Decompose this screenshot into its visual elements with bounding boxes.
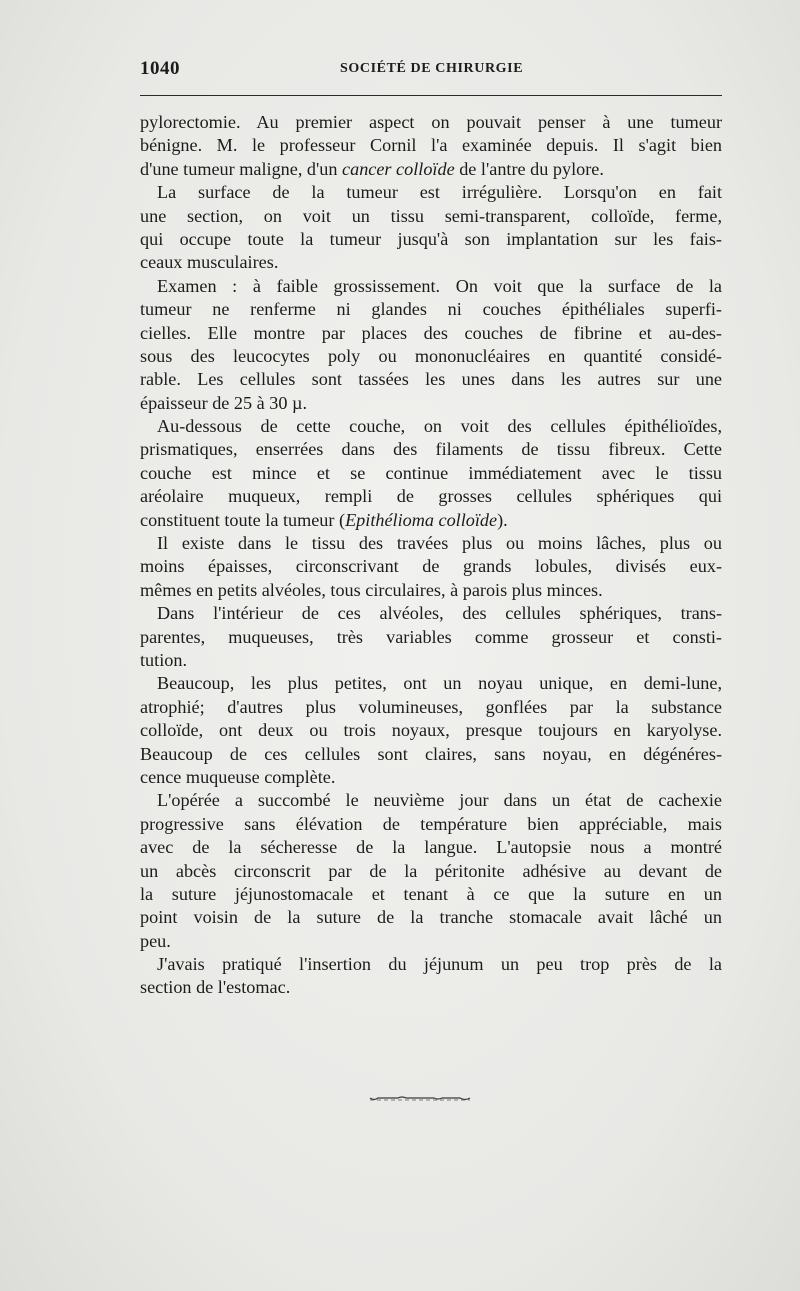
text-run: tution. <box>140 649 187 670</box>
text-line <box>140 953 722 976</box>
text-line <box>140 368 722 391</box>
text-run: épaisseur de 25 à 30 µ. <box>140 392 308 413</box>
text-run: Dans l'intérieur de ces alvéoles, des cellules sphériques, trans- <box>157 603 722 624</box>
text-line <box>140 766 722 789</box>
text-line <box>140 322 722 345</box>
text-line <box>140 836 722 859</box>
text-line <box>140 415 722 438</box>
text-run: pylorectomie. Au premier aspect on pouvait penser à une tumeur <box>140 112 722 132</box>
text-run: atrophié; d'autres plus volumineuses, gonflées par la substance <box>140 696 722 717</box>
text-line <box>140 649 722 672</box>
text-line <box>140 813 722 836</box>
text-run: La surface de la tumeur est irrégulière. Lorsqu'on en fait <box>157 182 722 203</box>
text-run: mêmes en petits alvéoles, tous circulaires, à parois plus minces. <box>140 579 603 600</box>
text-line <box>140 158 722 181</box>
text-run: rable. Les cellules sont tassées les unes dans les autres sur une <box>140 369 722 390</box>
text-line <box>140 111 722 134</box>
text-line <box>140 345 722 368</box>
text-run: une section, on voit un tissu semi-transparent, colloïde, ferme, <box>140 205 722 226</box>
text-run: Au-dessous de cette couche, on voit des cellules épithélioïdes, <box>157 416 722 437</box>
text-line <box>140 181 722 204</box>
text-run: moins épaisses, circonscrivant de grands lobules, divisés eux- <box>140 556 722 577</box>
running-header <box>140 58 722 84</box>
end-ornament-icon <box>368 1094 472 1102</box>
text-run: tumeur ne renferme ni glandes ni couches épithéliales superfi- <box>140 299 722 320</box>
text-run: parentes, muqueuses, très variables comme grosseur et consti- <box>140 626 722 647</box>
body-text <box>140 111 722 1000</box>
text-line <box>140 906 722 929</box>
text-line <box>140 579 722 602</box>
header-rule <box>140 95 722 96</box>
text-run: bénigne. M. le professeur Cornil l'a examinée depuis. Il s'agit bien <box>140 135 722 156</box>
page-number: 1040 <box>140 58 180 79</box>
running-title: SOCIÉTÉ DE CHIRURGIE <box>340 61 524 76</box>
text-run: J'avais pratiqué l'insertion du jéjunum un peu trop près de la <box>157 954 722 975</box>
text-run: Beaucoup de ces cellules sont claires, sans noyau, en dégénéres- <box>140 743 722 764</box>
text-line <box>140 205 722 228</box>
text-run: L'opérée a succombé le neuvième jour dans un état de cachexie <box>157 790 722 811</box>
text-line <box>140 719 722 742</box>
text-line <box>140 485 722 508</box>
text-run: progressive sans élévation de température bien appréciable, mais <box>140 813 722 834</box>
text-line <box>140 930 722 953</box>
text-line <box>140 860 722 883</box>
text-run: peu. <box>140 930 171 951</box>
text-line <box>140 438 722 461</box>
text-line <box>140 976 722 999</box>
text-line <box>140 743 722 766</box>
text-run: prismatiques, enserrées dans des filaments de tissu fibreux. Cette <box>140 439 722 460</box>
text-line <box>140 602 722 625</box>
text-line <box>140 626 722 649</box>
text-run: qui occupe toute la tumeur jusqu'à son implantation sur les fais- <box>140 228 722 249</box>
text-run: Examen : à faible grossissement. On voit que la surface de la <box>157 275 722 296</box>
text-run: la suture jéjunostomacale et tenant à ce que la suture en un <box>140 883 722 904</box>
text-run: un abcès circonscrit par de la péritonite adhésive au devant de <box>140 860 722 881</box>
text-run: avec de la sécheresse de la langue. L'autopsie nous a montré <box>140 837 722 858</box>
text-run: cielles. Elle montre par places des couches de fibrine et au-des- <box>140 322 722 343</box>
text-line <box>140 883 722 906</box>
text-line <box>140 228 722 251</box>
text-run: couche est mince et se continue immédiatement avec le tissu <box>140 462 722 483</box>
text-run: Beaucoup, les plus petites, ont un noyau unique, en demi-lune, <box>157 673 722 694</box>
text-line <box>140 134 722 157</box>
text-run: ). <box>497 509 508 530</box>
text-line <box>140 298 722 321</box>
text-line <box>140 696 722 719</box>
text-run: sous des leucocytes poly ou mononucléaires en quantité considé- <box>140 345 722 366</box>
text-line <box>140 789 722 812</box>
text-run: de l'antre du pylore. <box>454 158 604 179</box>
text-line <box>140 509 722 532</box>
text-run: colloïde, ont deux ou trois noyaux, presque toujours en karyolyse. <box>140 720 722 741</box>
text-run: cence muqueuse complète. <box>140 766 336 787</box>
text-line <box>140 392 722 415</box>
text-line <box>140 251 722 274</box>
text-line <box>140 672 722 695</box>
italic-term: Epithélioma colloïde <box>345 509 498 530</box>
text-line <box>140 555 722 578</box>
text-run: d'une tumeur maligne, d'un <box>140 158 343 179</box>
text-run: constituent toute la tumeur ( <box>140 509 346 530</box>
text-run: section de l'estomac. <box>140 977 291 998</box>
text-run: ceaux musculaires. <box>140 252 279 273</box>
text-line <box>140 275 722 298</box>
text-run: Il existe dans le tissu des travées plus ou moins lâches, plus ou <box>157 533 722 554</box>
italic-term: cancer colloïde <box>342 158 455 179</box>
text-run: aréolaire muqueux, rempli de grosses cellules sphériques qui <box>140 486 722 507</box>
text-run: point voisin de la suture de la tranche stomacale avait lâché un <box>140 907 722 928</box>
text-line <box>140 532 722 555</box>
text-line <box>140 462 722 485</box>
